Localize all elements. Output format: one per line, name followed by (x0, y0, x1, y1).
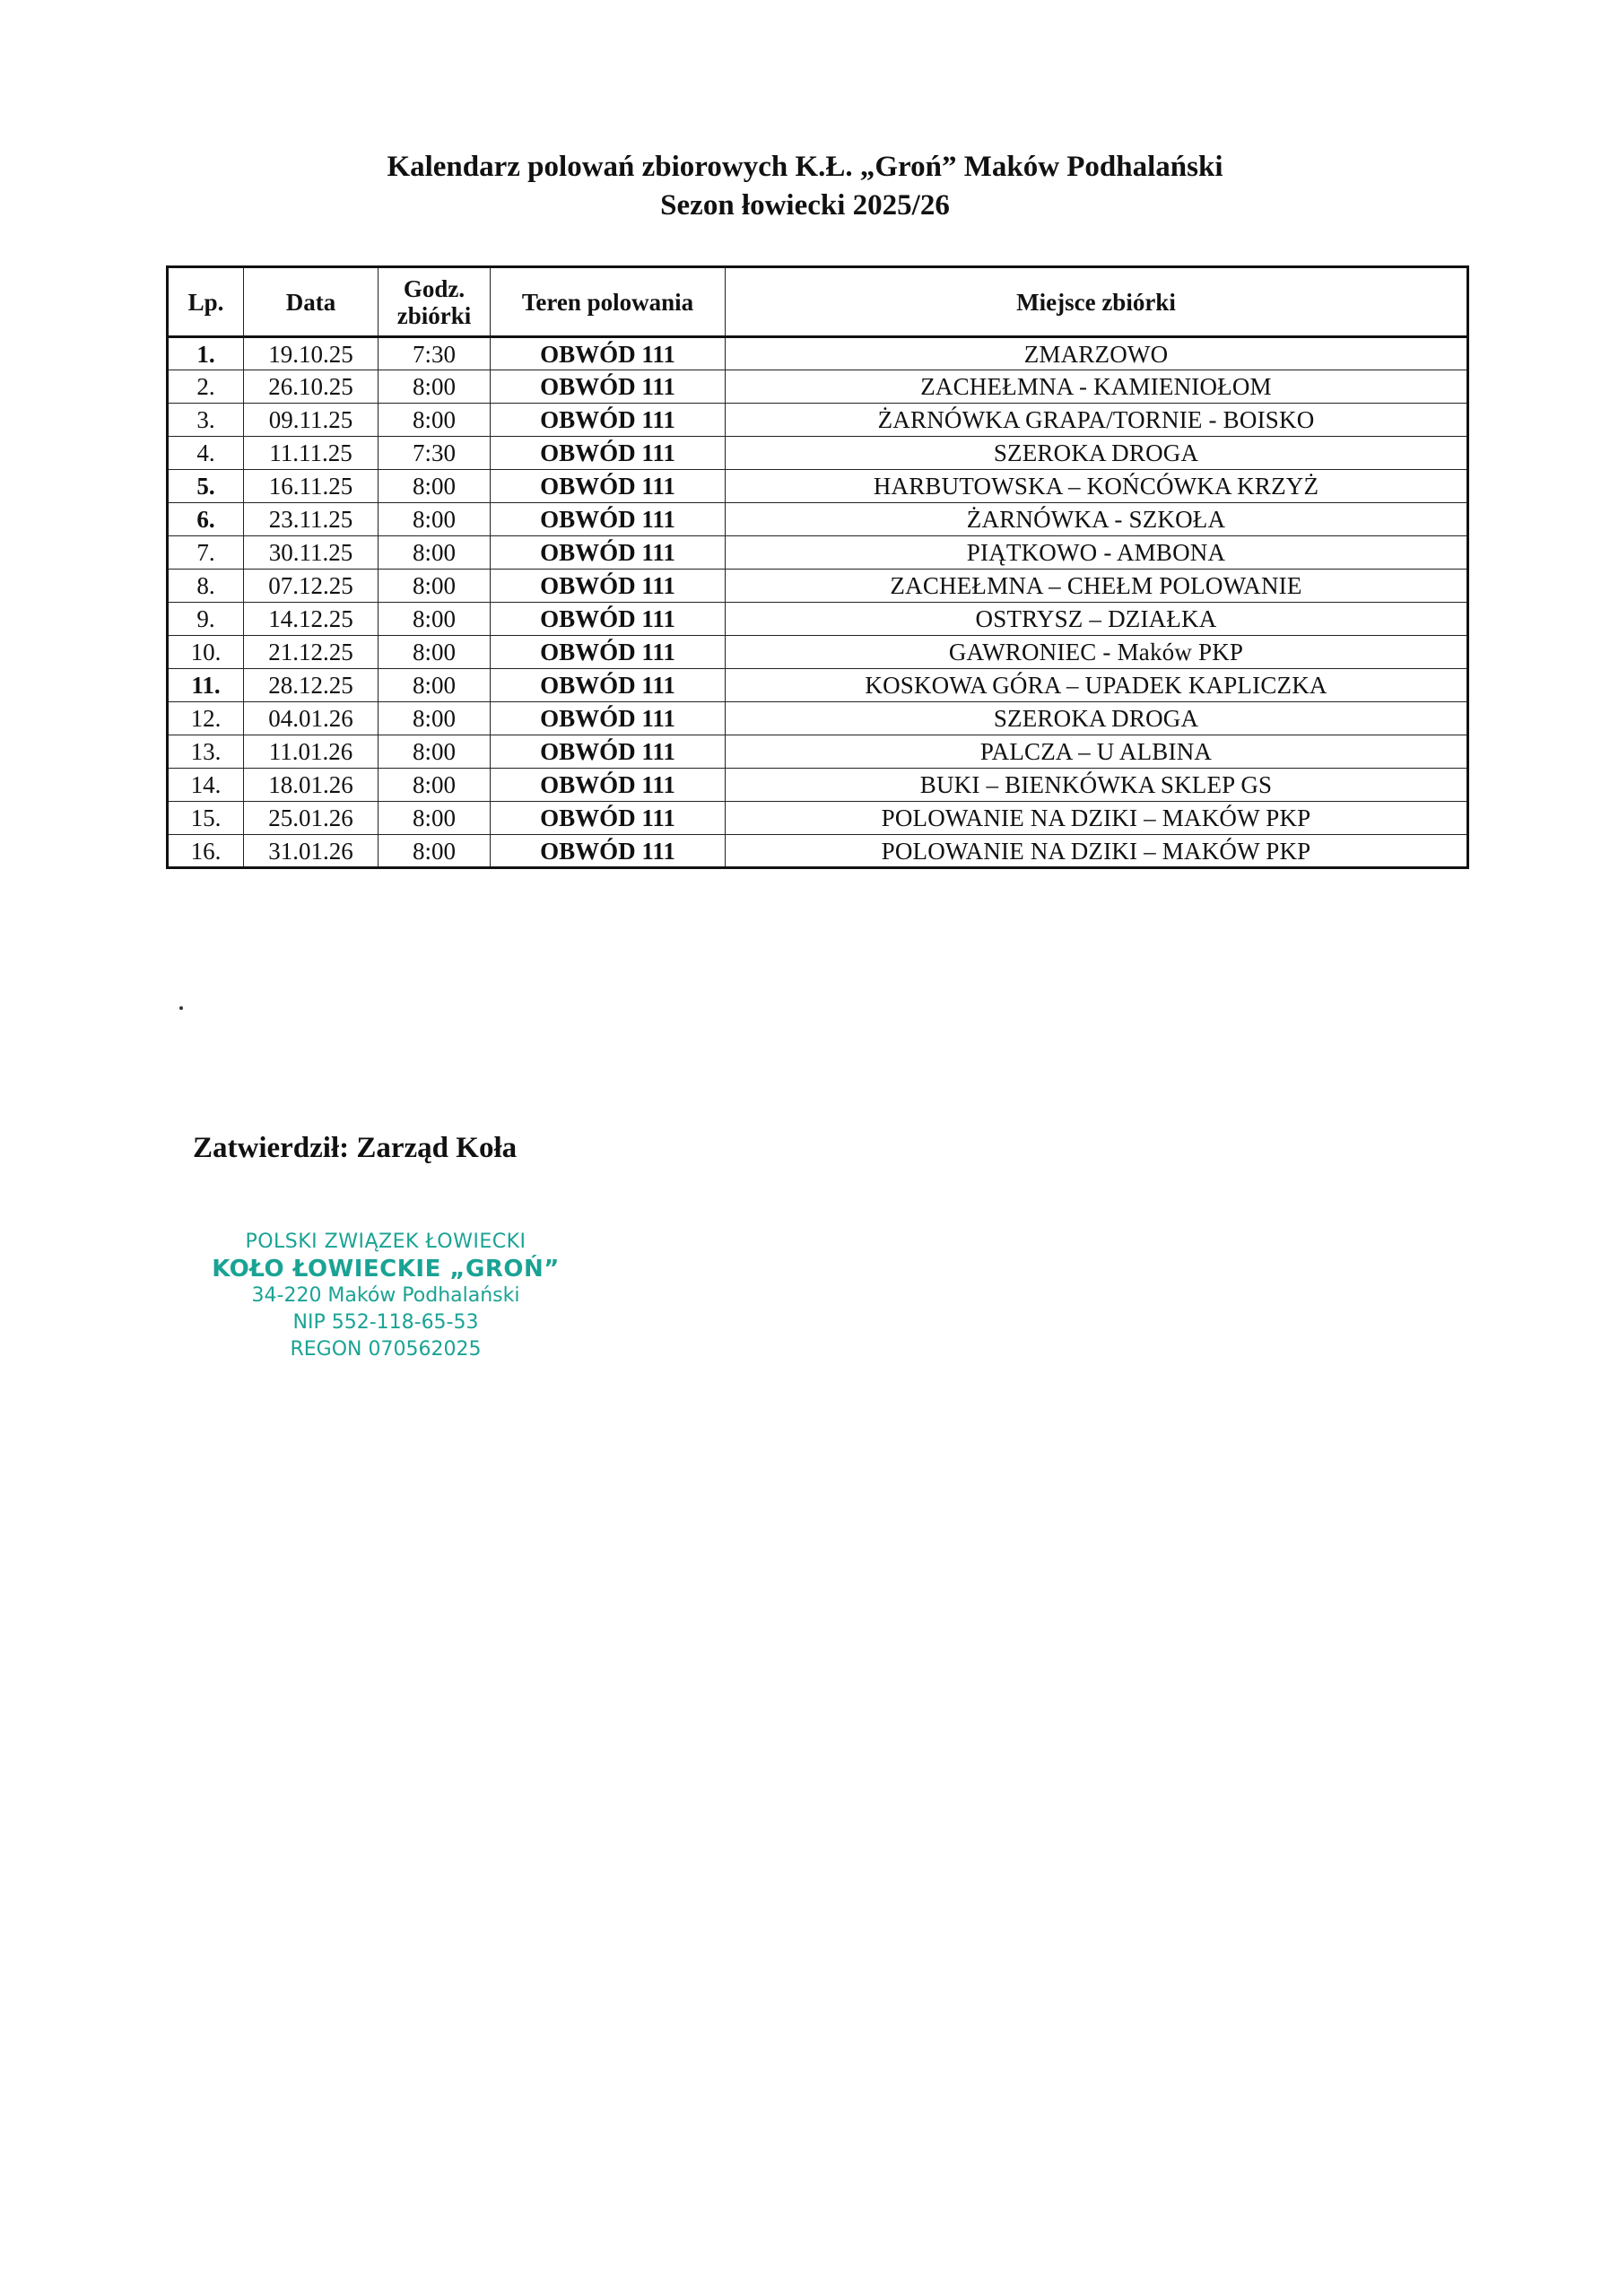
cell-time: 8:00 (379, 536, 491, 570)
stamp-line-1: POLSKI ZWIĄZEK ŁOWIECKI (245, 1231, 527, 1253)
table-row (168, 835, 1468, 868)
cell-lp: 7. (168, 536, 244, 570)
table-row (168, 404, 1468, 437)
cell-time: 8:00 (379, 769, 491, 802)
cell-area: OBWÓD 111 (491, 404, 726, 437)
table-row (168, 503, 1468, 536)
stamp-line-2: KOŁO ŁOWIECKIE „GROŃ” (212, 1256, 560, 1283)
cell-time: 8:00 (379, 503, 491, 536)
cell-area: OBWÓD 111 (491, 603, 726, 636)
table-row (168, 570, 1468, 603)
cell-time: 7:30 (379, 437, 491, 470)
cell-lp: 12. (168, 702, 244, 735)
stamp-line-4: NIP 552-118-65-53 (292, 1311, 479, 1334)
cell-date: 07.12.25 (244, 570, 379, 603)
cell-place: PALCZA – U ALBINA (726, 735, 1468, 769)
hunting-schedule-table (166, 265, 1469, 869)
cell-lp: 4. (168, 437, 244, 470)
header-time-line-2: zbiórki (396, 301, 472, 329)
cell-date: 04.01.26 (244, 702, 379, 735)
cell-date: 31.01.26 (244, 835, 379, 868)
cell-lp: 14. (168, 769, 244, 802)
cell-date: 11.01.26 (244, 735, 379, 769)
scan-speck (179, 1006, 183, 1010)
cell-date: 16.11.25 (244, 470, 379, 503)
stamp-line-5: REGON 070562025 (290, 1338, 482, 1361)
table-row (168, 636, 1468, 669)
cell-place: OSTRYSZ – DZIAŁKA (726, 603, 1468, 636)
cell-area: OBWÓD 111 (491, 769, 726, 802)
cell-place: HARBUTOWSKA – KOŃCÓWKA KRZYŻ (726, 470, 1468, 503)
cell-time: 8:00 (379, 636, 491, 669)
cell-date: 30.11.25 (244, 536, 379, 570)
cell-place: ŻARNÓWKA GRAPA/TORNIE - BOISKO (726, 404, 1468, 437)
title-line-2: Sezon łowiecki 2025/26 (660, 189, 950, 222)
cell-date: 09.11.25 (244, 404, 379, 437)
cell-lp: 8. (168, 570, 244, 603)
table-row (168, 769, 1468, 802)
cell-time: 8:00 (379, 370, 491, 404)
cell-time: 8:00 (379, 470, 491, 503)
cell-time: 8:00 (379, 735, 491, 769)
table-row (168, 536, 1468, 570)
cell-lp: 11. (168, 669, 244, 702)
cell-lp: 5. (168, 470, 244, 503)
cell-date: 23.11.25 (244, 503, 379, 536)
cell-lp: 9. (168, 603, 244, 636)
table-row (168, 370, 1468, 404)
cell-time: 8:00 (379, 570, 491, 603)
header-lp: Lp. (168, 267, 244, 337)
club-stamp (206, 1229, 565, 1363)
cell-area: OBWÓD 111 (491, 636, 726, 669)
cell-date: 25.01.26 (244, 802, 379, 835)
cell-place: ZACHEŁMNA - KAMIENIOŁOM (726, 370, 1468, 404)
cell-time: 8:00 (379, 603, 491, 636)
table-row (168, 802, 1468, 835)
cell-place: ZACHEŁMNA – CHEŁM POLOWANIE (726, 570, 1468, 603)
table-header-row (168, 267, 1468, 337)
table-row (168, 735, 1468, 769)
header-place: Miejsce zbiórki (726, 267, 1468, 337)
cell-lp: 10. (168, 636, 244, 669)
cell-date: 19.10.25 (244, 337, 379, 370)
cell-area: OBWÓD 111 (491, 370, 726, 404)
cell-area: OBWÓD 111 (491, 669, 726, 702)
cell-date: 11.11.25 (244, 437, 379, 470)
cell-date: 21.12.25 (244, 636, 379, 669)
cell-place: SZEROKA DROGA (726, 702, 1468, 735)
cell-time: 8:00 (379, 702, 491, 735)
header-time-line-1: Godz. (403, 274, 466, 302)
title-line-1: Kalendarz polowań zbiorowych K.Ł. „Groń” Maków Podhalański (387, 151, 1223, 183)
stamp-line-3: 34-220 Maków Podhalański (251, 1284, 520, 1307)
cell-area: OBWÓD 111 (491, 835, 726, 868)
document-title (0, 148, 1610, 225)
cell-time: 7:30 (379, 337, 491, 370)
cell-place: ŻARNÓWKA - SZKOŁA (726, 503, 1468, 536)
header-date: Data (244, 267, 379, 337)
cell-date: 18.01.26 (244, 769, 379, 802)
cell-place: PIĄTKOWO - AMBONA (726, 536, 1468, 570)
cell-place: POLOWANIE NA DZIKI – MAKÓW PKP (726, 802, 1468, 835)
cell-area: OBWÓD 111 (491, 337, 726, 370)
cell-lp: 2. (168, 370, 244, 404)
cell-date: 28.12.25 (244, 669, 379, 702)
table-row (168, 669, 1468, 702)
cell-area: OBWÓD 111 (491, 570, 726, 603)
cell-area: OBWÓD 111 (491, 536, 726, 570)
cell-lp: 1. (168, 337, 244, 370)
cell-area: OBWÓD 111 (491, 802, 726, 835)
table-row (168, 470, 1468, 503)
cell-date: 14.12.25 (244, 603, 379, 636)
cell-area: OBWÓD 111 (491, 503, 726, 536)
table-row (168, 603, 1468, 636)
table-row (168, 702, 1468, 735)
cell-place: KOSKOWA GÓRA – UPADEK KAPLICZKA (726, 669, 1468, 702)
cell-time: 8:00 (379, 669, 491, 702)
header-area: Teren polowania (491, 267, 726, 337)
cell-lp: 16. (168, 835, 244, 868)
cell-place: POLOWANIE NA DZIKI – MAKÓW PKP (726, 835, 1468, 868)
cell-area: OBWÓD 111 (491, 470, 726, 503)
cell-place: BUKI – BIENKÓWKA SKLEP GS (726, 769, 1468, 802)
header-time (379, 267, 491, 337)
cell-lp: 13. (168, 735, 244, 769)
table-row (168, 437, 1468, 470)
cell-place: GAWRONIEC - Maków PKP (726, 636, 1468, 669)
table-row (168, 337, 1468, 370)
cell-time: 8:00 (379, 802, 491, 835)
cell-date: 26.10.25 (244, 370, 379, 404)
cell-place: SZEROKA DROGA (726, 437, 1468, 470)
cell-area: OBWÓD 111 (491, 437, 726, 470)
cell-time: 8:00 (379, 835, 491, 868)
cell-place: ZMARZOWO (726, 337, 1468, 370)
cell-time: 8:00 (379, 404, 491, 437)
cell-area: OBWÓD 111 (491, 702, 726, 735)
cell-lp: 3. (168, 404, 244, 437)
approval-text: Zatwierdził: Zarząd Koła (193, 1132, 518, 1164)
cell-lp: 6. (168, 503, 244, 536)
cell-area: OBWÓD 111 (491, 735, 726, 769)
cell-lp: 15. (168, 802, 244, 835)
